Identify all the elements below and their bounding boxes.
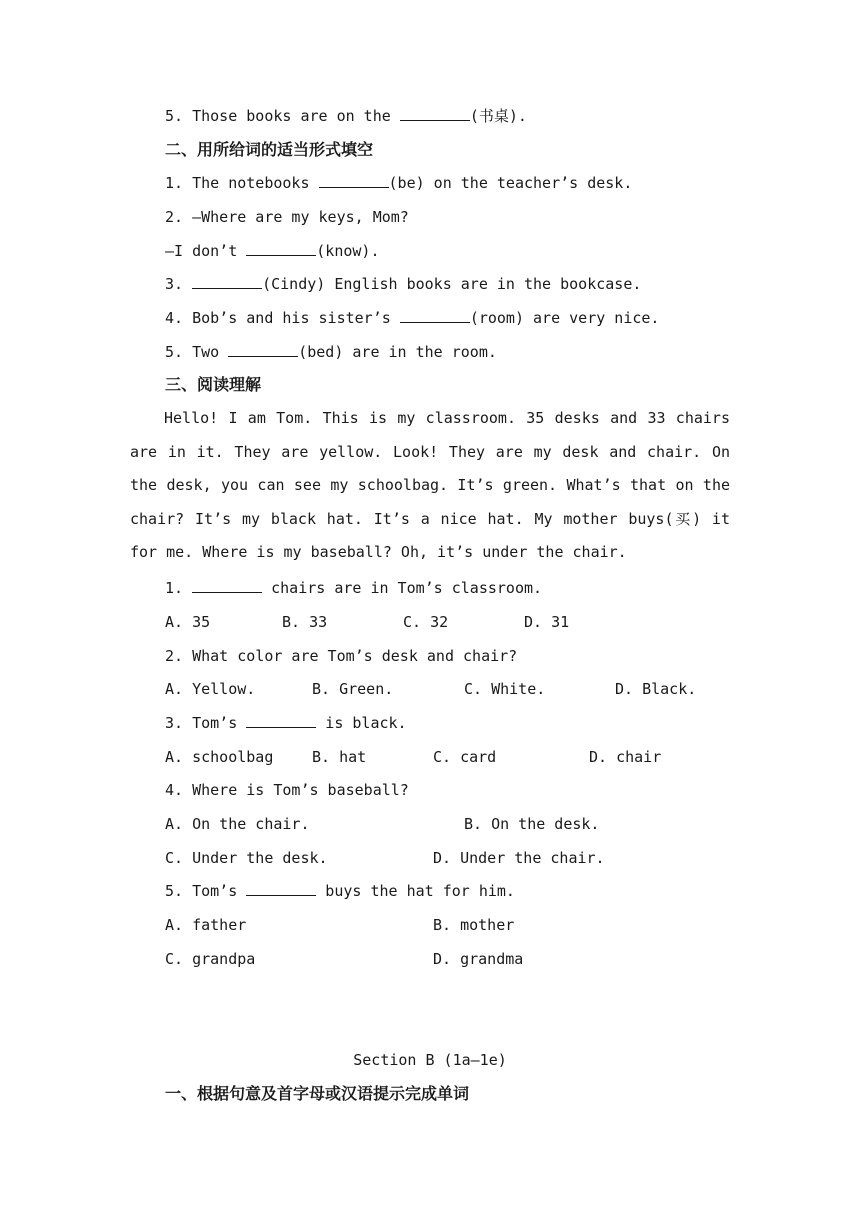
option-d[interactable]: D. Under the chair. (433, 849, 605, 867)
question-item: 2. What color are Tom’s desk and chair? (165, 647, 518, 665)
answer-blank[interactable] (228, 342, 298, 357)
option-c[interactable]: C. White. (464, 680, 546, 698)
option-a[interactable]: A. Yellow. (165, 680, 256, 698)
section-title: Section B (1a—1e) (353, 1051, 507, 1069)
option-d[interactable]: D. 31 (524, 613, 570, 631)
answer-blank[interactable] (192, 274, 262, 289)
answer-blank[interactable] (246, 881, 316, 896)
section-heading: 二、用所给词的适当形式填空 (165, 140, 374, 159)
question-item: 1. chairs are in Tom’s classroom. (165, 579, 543, 597)
question-item: 5. Those books are on the (书桌). (165, 107, 527, 125)
question-item: 5. Tom’s buys the hat for him. (165, 882, 515, 900)
answer-blank[interactable] (400, 106, 470, 121)
answer-blank[interactable] (246, 713, 316, 728)
option-a[interactable]: A. father (165, 916, 247, 934)
option-b[interactable]: B. mother (433, 916, 515, 934)
option-c[interactable]: C. 32 (403, 613, 449, 631)
option-d[interactable]: D. Black. (615, 680, 697, 698)
option-a[interactable]: A. 35 (165, 613, 211, 631)
answer-blank[interactable] (400, 308, 470, 323)
option-c[interactable]: C. grandpa (165, 950, 256, 968)
option-d[interactable]: D. grandma (433, 950, 524, 968)
option-a[interactable]: A. On the chair. (165, 815, 310, 833)
question-item: 3. Tom’s is black. (165, 714, 407, 732)
option-b[interactable]: B. Green. (312, 680, 394, 698)
answer-blank[interactable] (319, 173, 389, 188)
question-item: 1. The notebooks (be) on the teacher’s desk. (165, 174, 633, 192)
answer-blank[interactable] (246, 241, 316, 256)
option-b[interactable]: B. On the desk. (464, 815, 600, 833)
question-item: 2. —Where are my keys, Mom? (165, 208, 409, 226)
question-item: 5. Two (bed) are in the room. (165, 343, 497, 361)
option-d[interactable]: D. chair (589, 748, 662, 766)
section-heading: 一、根据句意及首字母或汉语提示完成单词 (165, 1084, 470, 1103)
option-b[interactable]: B. 33 (282, 613, 328, 631)
question-item: 4. Bob’s and his sister’s (room) are very nice. (165, 309, 660, 327)
option-c[interactable]: C. card (433, 748, 497, 766)
question-item: 4. Where is Tom’s baseball? (165, 781, 409, 799)
question-item: 3. (Cindy) English books are in the bookcase. (165, 275, 642, 293)
option-a[interactable]: A. schoolbag (165, 748, 274, 766)
question-item: —I don’t (know). (165, 242, 380, 260)
option-b[interactable]: B. hat (312, 748, 367, 766)
option-c[interactable]: C. Under the desk. (165, 849, 328, 867)
reading-passage: Hello! I am Tom. This is my classroom. 35 desks and 33 chairs are in it. They are yellow. Look! They are my desk and chair. On the desk, you can see my schoolbag. It’s green. What’s that on the chair? It’s my black hat. It’s a nice hat. My mother buys(买) it for me. Where is my baseball? Oh, it’s under the chair. (130, 409, 730, 562)
section-heading: 三、阅读理解 (165, 375, 262, 394)
answer-blank[interactable] (192, 578, 262, 593)
